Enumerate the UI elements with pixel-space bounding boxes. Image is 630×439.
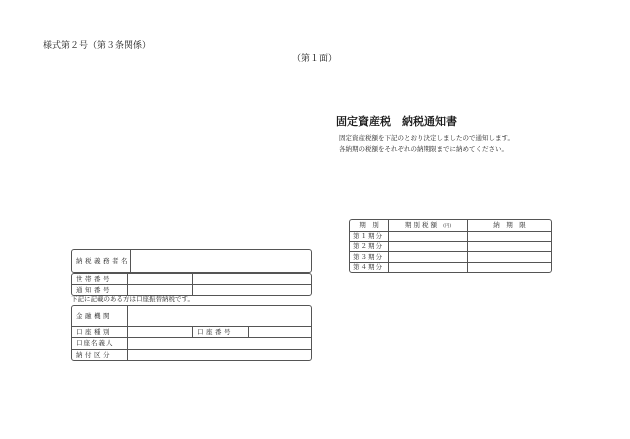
period-header: 期 別 [350,220,389,231]
bank-box [71,305,312,361]
schedule-header-row [350,220,551,231]
account-type-label: 口座種別 [72,326,128,338]
page-label: （第１面） [292,54,338,64]
document-title: 固定資産税 納税通知書 [336,115,457,128]
amount-cell[interactable] [389,252,468,262]
amount-cell[interactable] [389,241,468,251]
amount-unit: (円) [443,223,452,229]
household-no-value[interactable] [128,274,193,285]
table-row [350,262,551,272]
amount-cell[interactable] [389,231,468,241]
account-type-value[interactable] [128,326,193,338]
taxpayer-label: 納税義務者名 [72,250,131,272]
deadline-cell[interactable] [468,241,552,251]
taxpayer-value[interactable] [131,250,312,272]
deadline-cell[interactable] [468,231,552,241]
table-row [350,252,551,262]
household-no-label: 世帯番号 [72,274,128,285]
number-box [71,273,312,296]
category-value[interactable] [128,349,312,360]
household-no-extra [193,274,312,285]
account-no-value[interactable] [249,326,312,338]
schedule-table [350,220,551,272]
notice-line-1: 固定資産税額を下記のとおり決定しましたので通知します。 [339,134,514,142]
notice-line-2: 各納期の税額をそれぞれの納期限までに納めてください。 [339,145,508,153]
bank-label: 金融機関 [72,306,128,326]
holder-label: 口座名義人 [72,338,128,350]
amount-cell[interactable] [389,262,468,272]
amount-header: 期 別 税 額 [404,220,438,229]
notice-no-extra [193,285,312,296]
table-row [350,231,551,241]
holder-value[interactable] [128,338,312,350]
deadline-cell[interactable] [468,252,552,262]
period-cell: 第２期分 [350,241,389,251]
table-row [350,241,551,251]
transfer-note: 下記に記載のある方は口座振替納税です。 [71,295,194,303]
bank-value[interactable] [128,306,312,326]
deadline-cell[interactable] [468,262,552,272]
deadline-header: 納 期 限 [468,220,552,231]
notice-no-value[interactable] [128,285,193,296]
period-cell: 第４期分 [350,262,389,272]
form-label: 様式第２号（第３条関係） [43,41,152,51]
schedule-table-box [349,219,552,273]
taxpayer-box [71,249,312,273]
account-no-label: 口座番号 [193,326,249,338]
period-cell: 第１期分 [350,231,389,241]
notice-no-label: 通知番号 [72,285,128,296]
category-label: 納付区分 [72,349,128,360]
period-cell: 第３期分 [350,252,389,262]
